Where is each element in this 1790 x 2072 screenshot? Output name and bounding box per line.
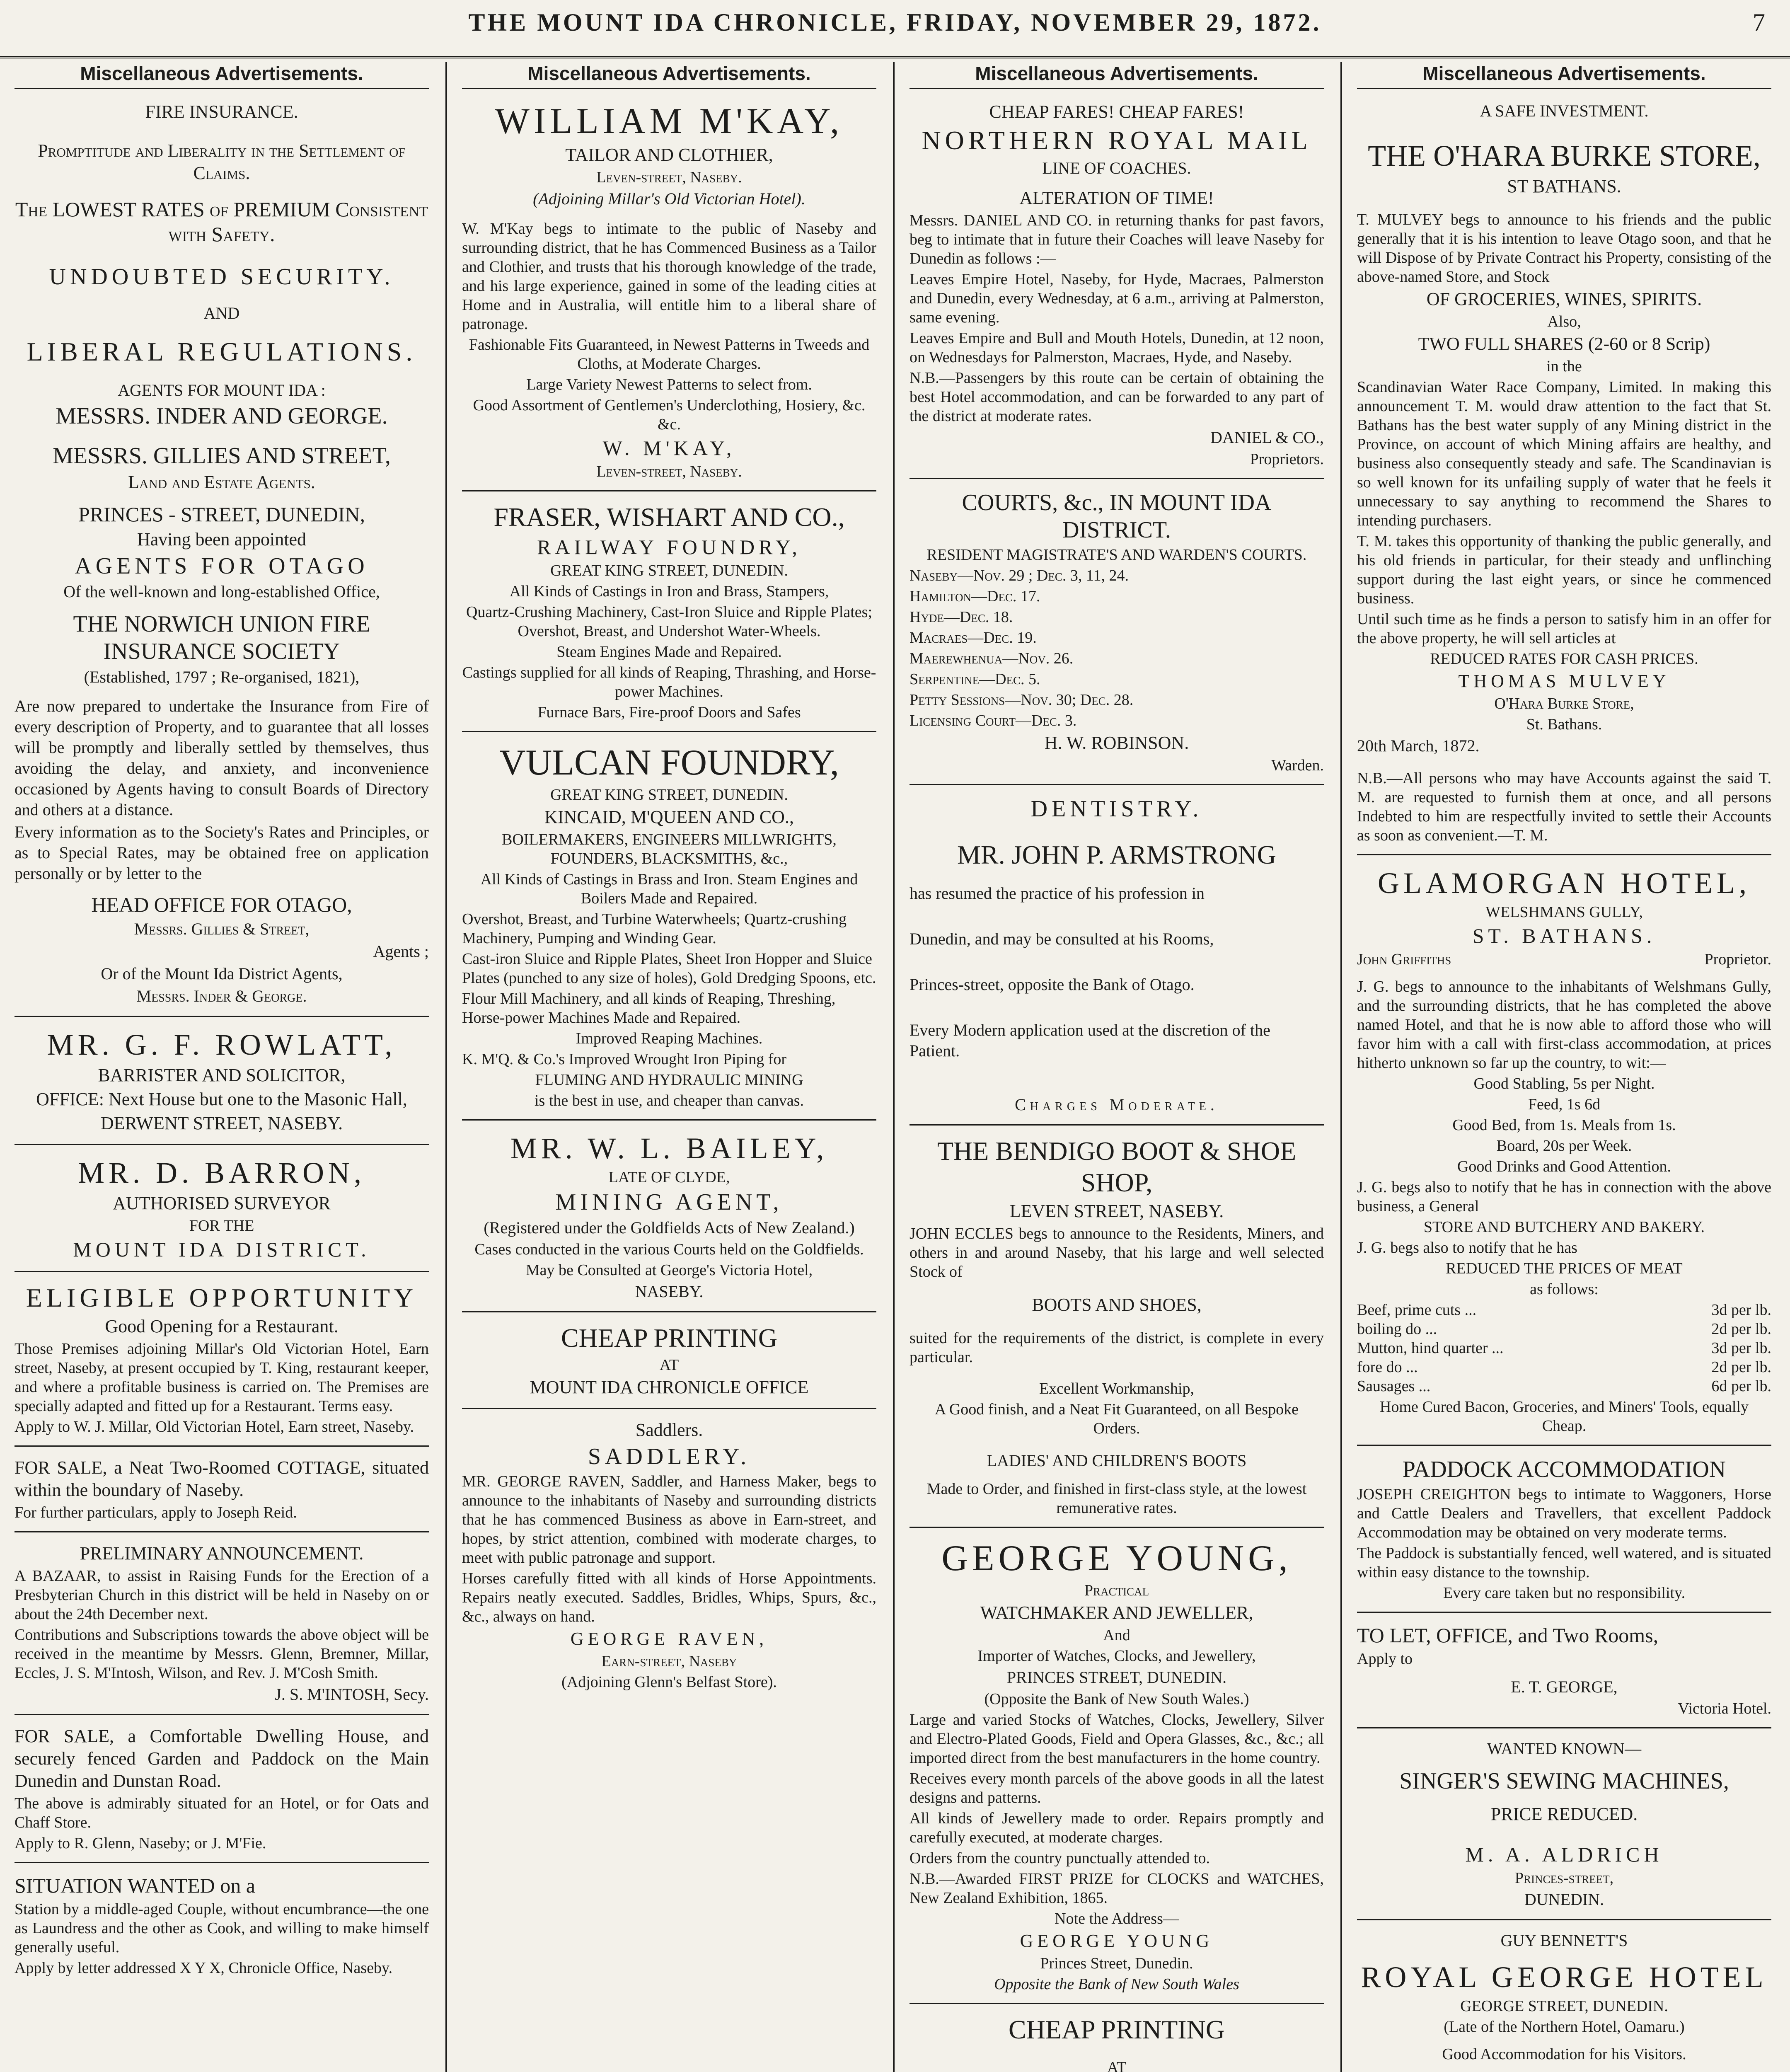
ad-line: MR. JOHN P. ARMSTRONG [957, 840, 1276, 869]
ad-heading: GEORGE YOUNG, [941, 1538, 1292, 1578]
ad-line: Apply to [1357, 1650, 1413, 1668]
cheap-printing-ad [462, 1317, 876, 1409]
ad-date: 20th March, 1872. [1357, 736, 1480, 755]
ad-body: Those Premises adjoining Millar's Old Victorian Hotel, Earn street, Naseby, at present occupied by T. King, restaurant keeper, and where a profitable business is carried on. The Premises are specially adapted and fitted up for a Restaurant. Terms easy. [15, 1340, 429, 1415]
ad-line: (Adjoining Millar's Old Victorian Hotel). [533, 189, 806, 208]
bazaar-ad [15, 1537, 429, 1715]
ad-line: Land and Estate Agents. [128, 472, 315, 492]
ad-heading: PRELIMINARY ANNOUNCEMENT. [80, 1543, 364, 1564]
ad-line: AGENTS FOR MOUNT IDA : [118, 381, 326, 399]
ad-line: Board, 20s per Week. [1496, 1137, 1632, 1155]
ad-body: N.B.—Awarded FIRST PRIZE for CLOCKS and WATCHES, New Zealand Exhibition, 1865. [910, 1870, 1324, 1907]
royal-george-ad [1357, 1924, 1771, 2072]
ad-heading: ELIGIBLE OPPORTUNITY [26, 1283, 418, 1312]
george-young-ad [910, 1532, 1324, 2004]
ad-heading: MR. W. L. BAILEY, [510, 1132, 828, 1165]
ad-body: Receives every month parcels of the above goods in all the latest designs and patterns. [910, 1770, 1324, 1806]
column-divider [1340, 62, 1342, 2072]
saddlery-ad [462, 1413, 876, 1701]
ad-signature: DANIEL & CO., [1210, 428, 1324, 447]
ad-line: PRINCES - STREET, DUNEDIN, [78, 503, 365, 526]
ad-line: Excellent Workmanship, [1039, 1380, 1195, 1397]
list-item: Hyde—Dec. 18. [910, 608, 1013, 626]
list-item: Steam Engines Made and Repaired. [556, 643, 782, 661]
list-item: Quartz-Crushing Machinery, Cast-Iron Sluice and Ripple Plates; Overshot, Breast, and Undershot Water-Wheels. [466, 603, 873, 640]
ad-line: LEVEN STREET, NASEBY. [1009, 1201, 1224, 1221]
ad-line: Good Drinks and Good Attention. [1457, 1158, 1671, 1175]
ad-body: J. G. begs also to notify that he has [1357, 1239, 1577, 1256]
ad-body: All kinds of Jewellery made to order. Repairs promptly and carefully executed, at moderate charges. [910, 1810, 1324, 1846]
ad-line: KINCAID, M'QUEEN AND CO., [544, 807, 794, 827]
ad-body: Good Accommodation for his Visitors. [1442, 2045, 1686, 2063]
ad-signature: THOMAS MULVEY [1458, 671, 1670, 691]
dentistry-ad [910, 789, 1324, 1126]
page-title: THE MOUNT IDA CHRONICLE, FRIDAY, NOVEMBER 29, 1872. [468, 9, 1322, 36]
price-row [1357, 1300, 1771, 1319]
ad-body: Apply to W. J. Millar, Old Victorian Hotel, Earn street, Naseby. [15, 1418, 414, 1435]
ad-signature: Princes-street, [1514, 1869, 1614, 1887]
ad-line: ALTERATION OF TIME! [1019, 188, 1214, 208]
ad-body: W. M'Kay begs to intimate to the public of Naseby and surrounding district, that he has Commenced Business as a Tailor and Clothier, and trusts that his thorough knowledge of the trade, and his large experience, gained in some of the leading cities at Home and in Australia, will entitle him to a liberal share of patronage. [462, 220, 876, 333]
ad-line: RAILWAY FOUNDRY, [537, 535, 801, 559]
glamorgan-hotel-ad [1357, 859, 1771, 1446]
ad-body: Large and varied Stocks of Watches, Clocks, Jewellery, Silver and Electro-Plated Goods, Field and Opera Glasses, &c., &c.; all imported direct from the best manufacturers in the home country. [910, 1711, 1324, 1767]
price-item: Beef, prime cuts ... [1357, 1301, 1477, 1319]
rowlatt-ad [15, 1021, 429, 1145]
ad-body: J. G. begs also to notify that he has in connection with the above business, a General [1357, 1179, 1771, 1215]
ad-line: The LOWEST RATES of PREMIUM Consistent with Safety. [15, 198, 428, 246]
ad-line: AND [203, 304, 240, 322]
ad-line: Large Variety Newest Patterns to select from. [526, 376, 812, 393]
ad-signature: J. S. M'INTOSH, Secy. [275, 1685, 429, 1704]
list-item: Furnace Bars, Fire-proof Doors and Safes [537, 704, 801, 721]
ad-line: AT [1107, 2059, 1127, 2072]
price-item: Sausages ... [1357, 1377, 1431, 1395]
ad-line: OFFICE: Next House but one to the Masonic Hall, [36, 1089, 407, 1109]
ad-signature: DUNEDIN. [1524, 1890, 1604, 1909]
ad-heading: SITUATION WANTED on a [15, 1874, 255, 1897]
ad-line: UNDOUBTED SECURITY. [49, 264, 394, 290]
ad-line: GEORGE STREET, DUNEDIN. [1460, 1997, 1668, 2015]
ad-line: Importer of Watches, Clocks, and Jewellery, [977, 1647, 1256, 1665]
price-row [1357, 1358, 1771, 1377]
ad-line: WELSHMANS GULLY, [1485, 903, 1643, 921]
column-3 [901, 62, 1332, 2072]
ad-line: A Good finish, and a Neat Fit Guaranteed, on all Bespoke Orders. [934, 1401, 1299, 1437]
ad-line: Good Stabling, 5s per Night. [1473, 1075, 1655, 1092]
ad-line: (Established, 1797 ; Re-organised, 1821), [84, 668, 360, 686]
ad-body: MR. GEORGE RAVEN, Saddler, and Harness Maker, begs to announce to the inhabitants of Naseby and surrounding districts that he has commenced Business as above in Earn-street, and hopes, by strict attention, combined with moderate charges, to meet with public patronage and support. [462, 1473, 876, 1566]
list-item: Hamilton—Dec. 17. [910, 588, 1040, 605]
singer-ad [1357, 1733, 1771, 1920]
ad-line: as follows: [1530, 1280, 1599, 1298]
ad-heading: SADDLERY. [588, 1444, 751, 1469]
masthead [0, 0, 1790, 58]
ad-heading: FOR SALE, a Neat Two-Roomed COTTAGE, situated within the boundary of Naseby. [15, 1457, 429, 1500]
proprietor-label: Proprietor. [1704, 951, 1771, 968]
ad-signature: Victoria Hotel. [1678, 1700, 1771, 1717]
ad-line: in the [1546, 358, 1582, 375]
ad-line: LATE OF CLYDE, [608, 1169, 730, 1186]
ad-body: JOHN ECCLES begs to announce to the Residents, Miners, and others in and around Naseby, that his large and well selected Stock of [910, 1225, 1324, 1280]
list-item: Flour Mill Machinery, and all kinds of Reaping, Threshing, Horse-power Machines Made and Repaired. [462, 990, 836, 1026]
price-item: fore do ... [1357, 1358, 1418, 1376]
ad-body: Leaves Empire and Bull and Mouth Hotels, Dunedin, at 12 noon, on Wednesdays for Palmerston, Macraes, Hyde, and Naseby. [910, 329, 1324, 366]
ad-line: Leven-street, Naseby. [596, 169, 742, 186]
ad-signature: W. M'KAY, [602, 436, 736, 460]
ad-heading: PADDOCK ACCOMMODATION [1402, 1457, 1726, 1482]
ad-heading: THE BENDIGO BOOT & SHOE SHOP, [937, 1136, 1297, 1197]
ad-line: Feed, 1s 6d [1528, 1096, 1601, 1113]
ad-line: FOR THE [189, 1217, 254, 1234]
ad-body: Princes-street, opposite the Bank of Otago. [910, 975, 1195, 994]
ad-line: Or of the Mount Ida District Agents, [101, 964, 343, 983]
page-number: 7 [1753, 9, 1765, 36]
ad-body: N.B.—All persons who may have Accounts against the said T. M. are requested to furnish them at once, and all persons Indebted to him are respectfully invited to settle their Accounts as soon as convenient.—T. M. [1357, 770, 1771, 844]
ad-line: TAILOR AND CLOTHIER, [565, 145, 773, 165]
column-heading: Miscellaneous Advertisements. [1357, 62, 1771, 89]
ad-line: REDUCED RATES FOR CASH PRICES. [1430, 650, 1698, 668]
list-item: Macraes—Dec. 19. [910, 629, 1037, 646]
ad-signature: Princes Street, Dunedin. [1040, 1955, 1193, 1972]
ad-line: Note the Address— [1055, 1910, 1179, 1927]
vulcan-foundry-ad [462, 736, 876, 1121]
list-item: Serpentine—Dec. 5. [910, 670, 1040, 688]
proprietor-row [1357, 950, 1771, 969]
courts-ad [910, 483, 1324, 785]
eligible-opportunity-ad [15, 1276, 429, 1447]
ad-body: A BAZAAR, to assist in Raising Funds for the Erection of a Presbyterian Church in this district will be held in Naseby on or about the 24th December next. [15, 1567, 429, 1623]
ad-heading: FRASER, WISHART AND CO., [493, 502, 845, 532]
ad-signature: GEORGE YOUNG [1020, 1931, 1214, 1951]
column-heading: Miscellaneous Advertisements. [462, 62, 876, 89]
ad-line: DERWENT STREET, NASEBY. [100, 1113, 343, 1133]
ad-label: Saddlers. [635, 1420, 703, 1440]
price-row [1357, 1319, 1771, 1339]
ad-line: Messrs. Gillies & Street, [134, 920, 310, 938]
list-item: Petty Sessions—Nov. 30; Dec. 28. [910, 691, 1134, 709]
ad-signature: E. T. GEORGE, [1511, 1677, 1618, 1696]
ad-heading: GLAMORGAN HOTEL, [1378, 867, 1751, 900]
ad-heading: SINGER'S SEWING MACHINES, [1399, 1768, 1729, 1794]
ad-heading: MR. D. BARRON, [77, 1156, 366, 1189]
ad-body: Leaves Empire Hotel, Naseby, for Hyde, Macraes, Palmerston and Dunedin, every Wednesday, at 6 a.m., arriving at Palmerston, same evening. [910, 271, 1324, 326]
list-item: All Kinds of Castings in Brass and Iron. Steam Engines and Boilers Made and Repaired. [480, 871, 858, 907]
ad-line: (Registered under the Goldfields Acts of New Zealand.) [484, 1218, 855, 1237]
ad-line: OF GROCERIES, WINES, SPIRITS. [1426, 289, 1702, 309]
ad-line: LINE OF COACHES. [1042, 159, 1191, 177]
ad-line: Also, [1547, 313, 1581, 330]
list-item: Licensing Court—Dec. 3. [910, 712, 1077, 729]
list-item: Maerewhenua—Nov. 26. [910, 650, 1074, 667]
coaches-ad [910, 95, 1324, 479]
price-value: 6d per lb. [1711, 1377, 1771, 1395]
ad-line: MESSRS. INDER AND GEORGE. [56, 403, 388, 429]
price-item: boiling do ... [1357, 1320, 1437, 1338]
ad-body: The above is admirably situated for an Hotel, or for Oats and Chaff Store. [15, 1795, 429, 1831]
ad-line: LADIES' AND CHILDREN'S BOOTS [987, 1451, 1247, 1470]
price-value: 3d per lb. [1711, 1301, 1771, 1319]
ad-line: (Late of the Northern Hotel, Oamaru.) [1444, 2018, 1685, 2036]
ad-line: PRINCES STREET, DUNEDIN. [1006, 1668, 1227, 1687]
ad-line: NASEBY. [635, 1282, 704, 1301]
price-item: Mutton, hind quarter ... [1357, 1339, 1504, 1357]
ad-body: Station by a middle-aged Couple, without encumbrance—the one as Laundress and the other as Cook, and willing to make himself generally useful. [15, 1900, 429, 1956]
ad-line: Good Bed, from 1s. Meals from 1s. [1452, 1116, 1676, 1134]
situation-wanted-ad [15, 1867, 429, 1987]
ad-heading: THE O'HARA BURKE STORE, [1368, 139, 1761, 172]
ad-line: REDUCED THE PRICES OF MEAT [1446, 1260, 1683, 1277]
column-2 [454, 62, 885, 2072]
ad-line: Fashionable Fits Guaranteed, in Newest Patterns in Tweeds and Cloths, at Moderate Charges. [469, 336, 870, 373]
ad-line: PRICE REDUCED. [1490, 1804, 1638, 1824]
ad-line: MOUNT IDA DISTRICT. [73, 1238, 370, 1261]
ad-line: Good Assortment of Gentlemen's Underclothing, Hosiery, &c. &c. [473, 397, 866, 433]
ad-line: STORE AND BUTCHERY AND BAKERY. [1423, 1218, 1705, 1236]
ad-signature: St. Bathans. [1526, 716, 1602, 733]
list-item: FLUMING AND HYDRAULIC MINING [535, 1071, 803, 1089]
ad-signature: Earn-street, Naseby [601, 1653, 737, 1670]
barron-ad [15, 1149, 429, 1272]
ad-line: ST BATHANS. [1507, 176, 1621, 196]
ad-line: THE NORWICH UNION FIRE INSURANCE SOCIETY [73, 611, 370, 664]
ad-line: BOILERMAKERS, ENGINEERS MILLWRIGHTS, FOUNDERS, BLACKSMITHS, &c., [502, 831, 837, 867]
paddock-ad [1357, 1450, 1771, 1613]
fire-insurance-ad [15, 95, 429, 1017]
ad-line: Good Opening for a Restaurant. [105, 1316, 339, 1336]
mckay-ad [462, 95, 876, 491]
ad-line: LIBERAL REGULATIONS. [27, 337, 417, 366]
ad-line: Made to Order, and finished in first-class style, at the lowest remunerative rates. [926, 1480, 1307, 1517]
list-item: All Kinds of Castings in Iron and Brass, Stampers, [509, 583, 829, 600]
ad-line: MESSRS. GILLIES AND STREET, [53, 443, 391, 469]
list-item: Improved Reaping Machines. [576, 1030, 763, 1047]
ad-line: MINING AGENT, [555, 1189, 783, 1215]
cheap-printing-ad [910, 2008, 1324, 2072]
ad-body: For further particulars, apply to Joseph Reid. [15, 1504, 297, 1521]
ad-body: Until such time as he finds a person to satisfy him in an offer for the above property, he will sell articles at [1357, 610, 1771, 647]
ad-signature: Opposite the Bank of New South Wales [994, 1975, 1239, 1993]
ad-body: May be Consulted at George's Victoria Hotel, [525, 1261, 813, 1279]
ad-signature: Warden. [1271, 757, 1324, 774]
ad-body: JOSEPH CREIGHTON begs to intimate to Waggoners, Horse and Cattle Dealers and Travellers, that excellent Paddock Accommodation may be obtained on very moderate terms. [1357, 1486, 1771, 1541]
ad-line: ST. BATHANS. [1472, 924, 1656, 947]
ad-body: Dunedin, and may be consulted at his Rooms, [910, 929, 1214, 948]
ad-body: Apply by letter addressed X Y X, Chronicle Office, Naseby. [15, 1959, 393, 1977]
ad-line: BARRISTER AND SOLICITOR, [98, 1065, 346, 1085]
ad-body: Apply to R. Glenn, Naseby; or J. M'Fie. [15, 1835, 266, 1852]
proprietor-name: John Griffiths [1357, 951, 1451, 968]
ad-body: has resumed the practice of his profession in [910, 884, 1205, 903]
column-4 [1349, 62, 1780, 2072]
list-item: Castings supplied for all kinds of Reaping, Thrashing, and Horse-power Machines. [462, 664, 876, 700]
ad-line: AUTHORISED SURVEYOR [113, 1193, 331, 1213]
ad-heading: WILLIAM M'KAY, [495, 101, 844, 141]
ad-line: Promptitude and Liberality in the Settlement of Claims. [38, 140, 406, 183]
ad-body: T. M. takes this opportunity of thanking the public generally, and his old friends in particular, for their steady and unflinching support during the last eight years, or since he commenced business. [1357, 533, 1771, 607]
ad-body: T. MULVEY begs to announce to his friends and the public generally that it is his intention to leave Otago soon, and that he will Dispose of by Private Contract his Property, consisting of the above-named Store, and Stock [1357, 211, 1771, 286]
ad-signature: O'Hara Burke Store, [1494, 695, 1634, 712]
ad-signature: M. A. ALDRICH [1465, 1843, 1663, 1866]
column-1 [6, 62, 437, 2072]
ad-line: AGENTS FOR OTAGO [75, 553, 369, 579]
column-divider [893, 62, 895, 2072]
price-value: 2d per lb. [1711, 1320, 1771, 1338]
list-item: Overshot, Breast, and Turbine Waterwheels; Quartz-crushing Machinery, Pumping and Winding Gear. [462, 910, 847, 947]
ad-line: MOUNT IDA CHRONICLE OFFICE [530, 1377, 809, 1397]
ad-heading: FIRE INSURANCE. [145, 102, 298, 122]
ad-body: Messrs. DANIEL AND CO. in returning thanks for past favors, beg to intimate that in future their Coaches will leave Naseby for Dunedin as follows :— [910, 212, 1324, 267]
dwelling-sale-ad [15, 1719, 429, 1863]
ad-line: And [1103, 1627, 1130, 1644]
ad-signature: Leven-street, Naseby. [596, 463, 742, 480]
ad-line: Agents ; [373, 942, 429, 961]
list-item: is the best in use, and cheaper than canvas. [535, 1092, 804, 1109]
ad-line: Practical [1084, 1582, 1149, 1599]
ad-line: Messrs. Inder & George. [136, 987, 307, 1005]
ad-heading: MR. G. F. ROWLATT, [47, 1028, 397, 1061]
price-row [1357, 1339, 1771, 1358]
ad-body: J. G. begs to announce to the inhabitants of Welshmans Gully, and the surrounding districts, that he has completed the above named Hotel, and that he is now able to afford those who will favor him with a call with first-class accommodation, at prices hitherto unknown so far up the country, to wit:— [1357, 978, 1771, 1072]
ad-line: GREAT KING STREET, DUNEDIN. [550, 786, 788, 804]
column-divider [445, 62, 447, 2072]
ad-heading: VULCAN FOUNDRY, [499, 743, 839, 783]
ad-heading: CHEAP PRINTING [561, 1323, 778, 1353]
price-value: 3d per lb. [1711, 1339, 1771, 1357]
ad-heading: COURTS, &c., IN MOUNT IDA DISTRICT. [962, 490, 1272, 543]
ad-body: Contributions and Subscriptions towards the above object will be received in the meantime by Messrs. Glenn, Bremner, Millar, Eccles, J. S. M'Intosh, Wilson, and Rev. J. M'Cosh Smith. [15, 1626, 429, 1682]
ad-line: HEAD OFFICE FOR OTAGO, [91, 893, 352, 916]
ad-heading: DENTISTRY. [1030, 796, 1203, 822]
list-item: Naseby—Nov. 29 ; Dec. 3, 11, 24. [910, 567, 1129, 584]
ad-signature: (Adjoining Glenn's Belfast Store). [561, 1673, 777, 1691]
list-item: K. M'Q. & Co.'s Improved Wrought Iron Piping for [462, 1051, 787, 1068]
ad-line: Having been appointed [137, 529, 307, 549]
ad-body: Every Modern application used at the discretion of the Patient. [910, 1021, 1270, 1060]
ad-body: Every information as to the Society's Rates and Principles, or as to Special Rates, may be obtained free on application personally or by letter to the [15, 823, 429, 883]
ohara-burke-ad [1357, 95, 1771, 855]
ad-heading: ROYAL GEORGE HOTEL [1361, 1961, 1768, 1994]
column-heading: Miscellaneous Advertisements. [15, 62, 429, 89]
ad-body: suited for the requirements of the district, is complete in every particular. [910, 1329, 1324, 1366]
ad-signature: GEORGE RAVEN, [570, 1629, 768, 1649]
ad-label: CHEAP FARES! CHEAP FARES! [989, 102, 1244, 122]
ad-heading: NORTHERN ROYAL MAIL [922, 126, 1312, 155]
ad-signature: H. W. ROBINSON. [1044, 733, 1189, 753]
ad-line: Charges Moderate. [1015, 1095, 1219, 1114]
ad-line: Of the well-known and long-established Office, [63, 582, 380, 601]
ad-label: A SAFE INVESTMENT. [1480, 102, 1649, 120]
ad-line: BOOTS AND SHOES, [1032, 1295, 1202, 1315]
ad-line: AT [659, 1356, 679, 1374]
ad-heading: CHEAP PRINTING [1008, 2015, 1225, 2044]
price-value: 2d per lb. [1711, 1358, 1771, 1376]
ad-line: (Opposite the Bank of New South Wales.) [984, 1690, 1249, 1708]
ad-body: Are now prepared to undertake the Insurance from Fire of every description of Property, and to guarantee that all losses will be promptly and liberally settled by themselves, thus avoiding the delay, and anxiety, and inconvenience occasioned by Agents having to consult Boards of Directory and others at a distance. [15, 697, 429, 819]
to-let-ad [1357, 1617, 1771, 1728]
price-row [1357, 1377, 1771, 1396]
ad-line: GREAT KING STREET, DUNEDIN. [550, 562, 788, 579]
column-heading: Miscellaneous Advertisements. [910, 62, 1324, 89]
ad-label: GUY BENNETT'S [1500, 1931, 1628, 1950]
ad-line: WATCHMAKER AND JEWELLER, [980, 1602, 1253, 1623]
fraser-wishart-ad [462, 496, 876, 732]
ad-line: TWO FULL SHARES (2-60 or 8 Scrip) [1418, 334, 1710, 354]
bailey-ad [462, 1125, 876, 1312]
ad-label: WANTED KNOWN— [1487, 1739, 1642, 1758]
ad-body: Orders from the country punctually attended to. [910, 1849, 1210, 1867]
ad-heading: FOR SALE, a Comfortable Dwelling House, and securely fenced Garden and Paddock on the Main Dunedin and Dunstan Road. [15, 1726, 429, 1791]
ad-line: Home Cured Bacon, Groceries, and Miners' Tools, equally Cheap. [1380, 1398, 1749, 1435]
ad-line: RESIDENT MAGISTRATE'S AND WARDEN'S COURTS. [926, 546, 1307, 564]
ad-body: Every care taken but no responsibility. [1443, 1584, 1686, 1602]
ad-body: The Paddock is substantially fenced, well watered, and is situated within easy distance to the township. [1357, 1544, 1771, 1581]
ad-body: Scandinavian Water Race Company, Limited. In making this announcement T. M. would draw attention to the fact that St. Bathans has the best water supply of any Mining district in the Province, on account of which Mining affairs are healthy, and business also consequently steady and safe. The Scandinavian is so well known for its unfailing supply of water that he feels it unnecessary to say anything to recommend the Shares to intending purchasers. [1357, 378, 1771, 529]
ad-heading: TO LET, OFFICE, and Two Rooms, [1357, 1624, 1659, 1647]
ad-body: N.B.—Passengers by this route can be certain of obtaining the best Hotel accommodation, and can be forwarded to any part of the district at moderate rates. [910, 369, 1324, 425]
bendigo-shoe-ad [910, 1130, 1324, 1528]
list-item: Cast-iron Sluice and Ripple Plates, Sheet Iron Hopper and Sluice Plates (punched to any size of holes), Gold Dredging Spoons, etc. [462, 950, 876, 987]
cottage-sale-ad [15, 1451, 429, 1532]
ad-body: Horses carefully fitted with all kinds of Horse Appointments. Repairs neatly executed. Saddles, Bridles, Whips, Spurs, &c., &c., always on hand. [462, 1570, 876, 1625]
ad-body: Cases conducted in the various Courts held on the Goldfields. [474, 1241, 864, 1258]
ad-signature: Proprietors. [1250, 450, 1324, 468]
